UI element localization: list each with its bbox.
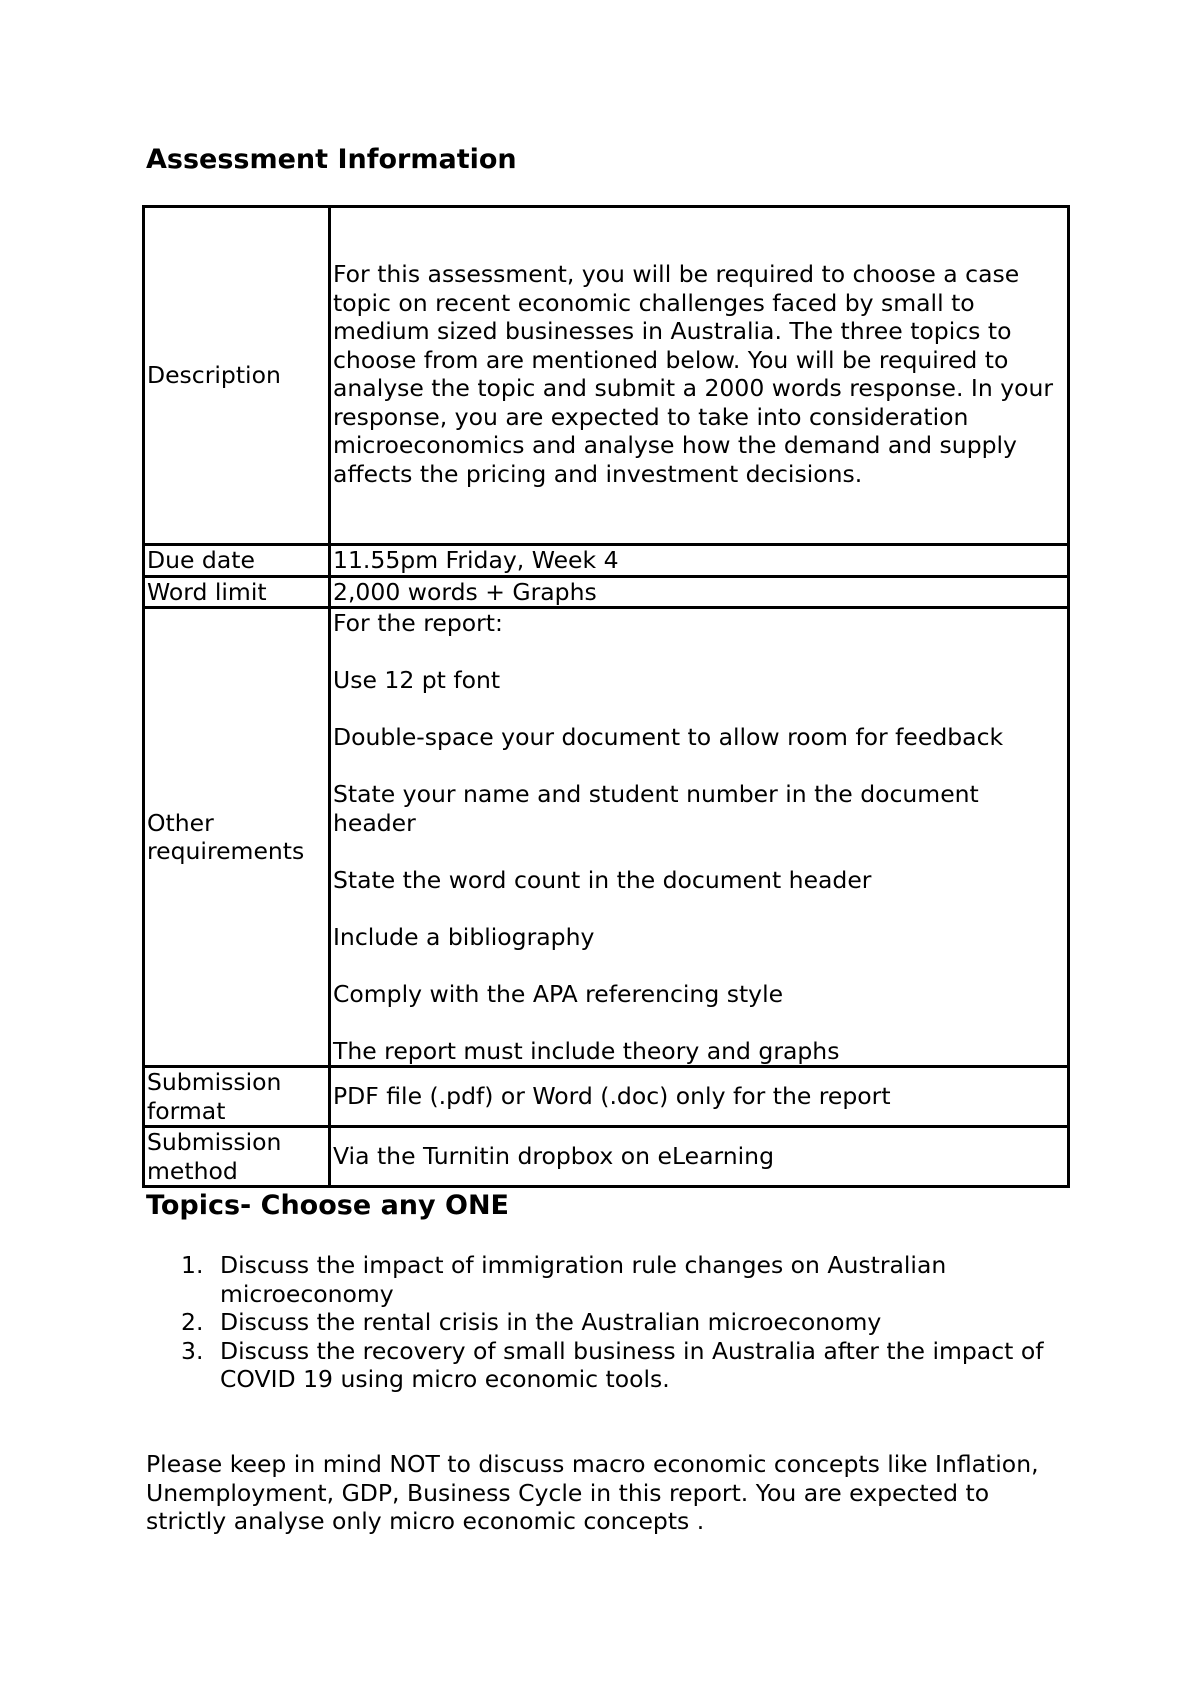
list-number: 1. (181, 1251, 204, 1279)
table-row-word-limit (144, 576, 1069, 608)
submission-method-value: Via the Turnitin dropbox on eLearning (330, 1127, 1069, 1187)
list-item: Include a bibliography (333, 922, 595, 951)
table-row-submission-method (144, 1127, 1069, 1187)
word-limit-label: Word limit (144, 576, 330, 608)
assessment-info-table (142, 205, 1070, 1188)
topic-text: Discuss the impact of immigration rule changes on Australian microeconomy (220, 1251, 947, 1308)
submission-format-label: Submission format (144, 1067, 330, 1127)
requirements-list (333, 609, 1065, 1065)
note-paragraph: Please keep in mind NOT to discuss macro economic concepts like Inflation, Unemployment, GDP, Business Cycle in this report. You are expected to strictly analyse only micro economic concepts . (146, 1450, 1039, 1535)
submission-format-value: PDF file (.pdf) or Word (.doc) only for the report (330, 1067, 1069, 1127)
word-limit-value: 2,000 words + Graphs (330, 576, 1069, 608)
submission-method-label: Submission method (144, 1127, 330, 1187)
page-title: Assessment Information (146, 144, 517, 175)
table-row-due-date (144, 545, 1069, 577)
topic-text: Discuss the rental crisis in the Australian microeconomy (220, 1308, 882, 1336)
list-item: Use 12 pt font (333, 666, 501, 694)
due-date-label: Due date (144, 545, 330, 577)
topic-list (146, 1251, 1066, 1394)
other-requirements-label: Other requirements (144, 608, 330, 1067)
list-item: For the report: (333, 609, 503, 637)
table-row-description (144, 207, 1069, 545)
topics-heading: Topics- Choose any ONE (146, 1190, 509, 1221)
list-item: The report must include theory and graphs (333, 1036, 840, 1065)
list-item: State your name and student number in the document header (333, 780, 979, 837)
description-label: Description (144, 207, 330, 545)
list-item: Comply with the APA referencing style (333, 979, 784, 1008)
other-requirements-value (330, 608, 1069, 1067)
list-item: State the word count in the document header (333, 865, 872, 894)
description-value (330, 207, 1069, 545)
topic-text: Discuss the recovery of small business in Australia after the impact of COVID 19 using micro economic tools. (220, 1336, 1044, 1393)
list-item (146, 1308, 1066, 1337)
table-row-other-requirements (144, 608, 1069, 1067)
list-number: 2. (181, 1308, 204, 1336)
due-date-value: 11.55pm Friday, Week 4 (330, 545, 1069, 577)
list-number: 3. (181, 1336, 204, 1365)
list-item (146, 1251, 1066, 1308)
description-text: For this assessment, you will be required to choose a case topic on recent economic challenges faced by small to medium sized businesses in Australia. The three topics to choose from are mentioned below. You will be required to analyse the topic and submit a 2000 words response. In your response, you are expected to take into consideration microeconomics and analyse how the demand and supply affects the pricing and investment decisions. (333, 260, 1054, 488)
list-item: Double-space your document to allow room for feedback (333, 723, 1004, 751)
table-row-submission-format (144, 1067, 1069, 1127)
list-item (146, 1337, 1066, 1394)
